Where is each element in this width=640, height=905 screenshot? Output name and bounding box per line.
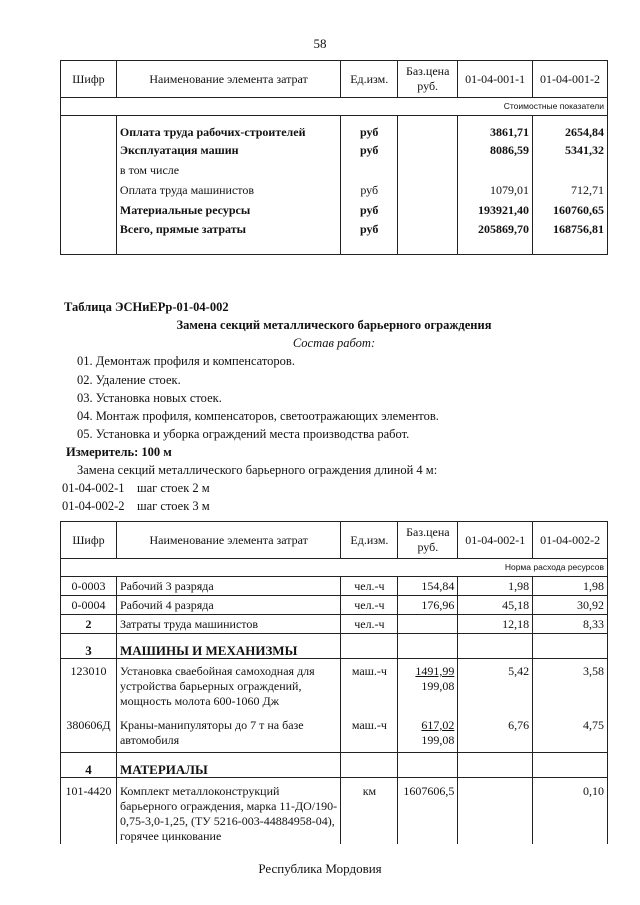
row-unit: маш.-ч: [341, 659, 398, 715]
table-subheader: Норма расхода ресурсов: [61, 559, 608, 577]
variant-text: шаг стоек 2 м: [137, 481, 210, 495]
row-value-2: 0,10: [533, 778, 608, 845]
row-code: 3: [61, 634, 117, 659]
row-value-2: 8,33: [533, 615, 608, 634]
header-code: Шифр: [61, 61, 117, 98]
row-value-2: 3,58: [533, 659, 608, 715]
row-name: Затраты труда машинистов: [116, 615, 340, 634]
row-name: Рабочий 4 разряда: [116, 596, 340, 615]
row-price-base: 199,08: [421, 733, 455, 747]
row-value-2: 30,92: [533, 596, 608, 615]
row-value-2: 712,71: [533, 180, 608, 200]
row-value-2: 5341,32: [533, 140, 608, 160]
header-col2: 01-04-001-2: [533, 61, 608, 98]
row-value-1: 193921,40: [458, 200, 533, 220]
row-price: 1491,99: [415, 664, 455, 678]
row-name: Рабочий 3 разряда: [116, 577, 340, 596]
header-col1: 01-04-001-1: [458, 61, 533, 98]
row-value-1: 5,42: [458, 659, 533, 715]
work-item: 03. Установка новых стоек.: [77, 391, 222, 405]
row-name: Установка сваебойная самоходная для устройства барьерных ограждений, мощность молота 600-1060 Дж: [116, 659, 340, 715]
row-unit: чел.-ч: [341, 615, 398, 634]
row-value-1: 12,18: [458, 615, 533, 634]
table-id: Таблица ЭСНиЕРр-01-04-002: [64, 300, 229, 314]
row-price: 176,96: [398, 596, 458, 615]
header-unit: Ед.изм.: [341, 522, 398, 559]
table-row: [61, 596, 608, 615]
table-row: [61, 577, 608, 596]
row-name: МАШИНЫ И МЕХАНИЗМЫ: [116, 634, 340, 659]
header-col2: 01-04-002-2: [533, 522, 608, 559]
row-name: Краны-манипуляторы до 7 т на базе автомобиля: [116, 714, 340, 753]
row-value-1: 205869,70: [458, 220, 533, 255]
table-row: [61, 180, 608, 200]
header-name: Наименование элемента затрат: [116, 522, 340, 559]
row-price-base: 199,08: [421, 679, 455, 693]
description: Замена секций металлического барьерного ограждения длиной 4 м:: [77, 463, 438, 477]
variant-code: 01-04-002-2: [62, 499, 125, 513]
header-price: Баз.цена руб.: [398, 61, 458, 98]
row-value-2: 160760,65: [533, 200, 608, 220]
table-subheader: Стоимостные показатели: [61, 98, 608, 116]
row-price: 1607606,5: [398, 778, 458, 845]
table-header-row: [61, 61, 608, 98]
header-price: Баз.цена руб.: [398, 522, 458, 559]
row-value-2: 168756,81: [533, 220, 608, 255]
row-value-1: 3861,71: [458, 116, 533, 141]
row-value-2: 4,75: [533, 714, 608, 753]
works-title: Состав работ:: [292, 336, 376, 350]
work-item: 01. Демонтаж профиля и компенсаторов.: [77, 354, 295, 368]
row-value-1: 6,76: [458, 714, 533, 753]
row-unit: руб: [341, 220, 398, 255]
row-unit: чел.-ч: [341, 577, 398, 596]
row-unit: руб: [341, 116, 398, 141]
row-price: [398, 615, 458, 634]
header-unit: Ед.изм.: [341, 61, 398, 98]
row-unit: руб: [341, 200, 398, 220]
page-number: 58: [313, 36, 327, 51]
row-unit: чел.-ч: [341, 596, 398, 615]
row-price: 617,02: [421, 718, 455, 732]
row-value-1: 45,18: [458, 596, 533, 615]
row-name: Эксплуатация машин: [116, 140, 340, 160]
variant-code: 01-04-002-1: [62, 481, 125, 495]
table-section-row: [61, 634, 608, 659]
row-code: 101-4420: [61, 778, 117, 845]
work-item: 04. Монтаж профиля, компенсаторов, светоотражающих элементов.: [77, 409, 439, 423]
table-cost-indicators: [60, 60, 608, 255]
table-row: [61, 714, 608, 753]
row-value-1: 1,98: [458, 577, 533, 596]
row-name: Оплата труда рабочих-строителей: [116, 116, 340, 141]
row-name: Комплект металлоконструкций барьерного ограждения, марка 11-ДО/190-0,75-3,0-1,25, (ТУ 5216-003-44884958-04), горячее цинкование: [116, 778, 340, 845]
row-name: Оплата труда машинистов: [116, 180, 340, 200]
row-unit: маш.-ч: [341, 714, 398, 753]
row-value-1: 1079,01: [458, 180, 533, 200]
table-row: [61, 615, 608, 634]
row-name: в том числе: [116, 160, 340, 180]
header-col1: 01-04-002-1: [458, 522, 533, 559]
table-row: [61, 200, 608, 220]
table-resource-norms: [60, 521, 608, 844]
row-name: Материальные ресурсы: [116, 200, 340, 220]
work-item: 05. Установка и уборка ограждений места производства работ.: [77, 427, 410, 441]
row-unit: руб: [341, 140, 398, 160]
meter: Измеритель: 100 м: [66, 445, 172, 459]
row-unit: руб: [341, 180, 398, 200]
header-code: Шифр: [61, 522, 117, 559]
footer-region: Республика Мордовия: [258, 861, 382, 876]
row-code: 0-0004: [61, 596, 117, 615]
table-header-row: [61, 522, 608, 559]
row-unit: км: [341, 778, 398, 845]
table-row: [61, 778, 608, 845]
row-code: 123010: [61, 659, 117, 715]
row-value-1: [458, 778, 533, 845]
table-row: [61, 659, 608, 715]
table-section-row: [61, 753, 608, 778]
row-value-2: 2654,84: [533, 116, 608, 141]
table-row: [61, 160, 608, 180]
row-code: 380606Д: [61, 714, 117, 753]
row-code: 4: [61, 753, 117, 778]
row-name: МАТЕРИАЛЫ: [116, 753, 340, 778]
row-name: Всего, прямые затраты: [116, 220, 340, 255]
row-price: 154,84: [398, 577, 458, 596]
header-name: Наименование элемента затрат: [116, 61, 340, 98]
table-row: [61, 140, 608, 160]
row-code: 0-0003: [61, 577, 117, 596]
row-value-1: 8086,59: [458, 140, 533, 160]
row-code: 2: [61, 615, 117, 634]
table-row: [61, 220, 608, 255]
table-row: [61, 116, 608, 141]
section-title: Замена секций металлического барьерного ограждения: [176, 318, 492, 332]
variant-text: шаг стоек 3 м: [137, 499, 210, 513]
work-item: 02. Удаление стоек.: [77, 373, 181, 387]
row-value-2: 1,98: [533, 577, 608, 596]
